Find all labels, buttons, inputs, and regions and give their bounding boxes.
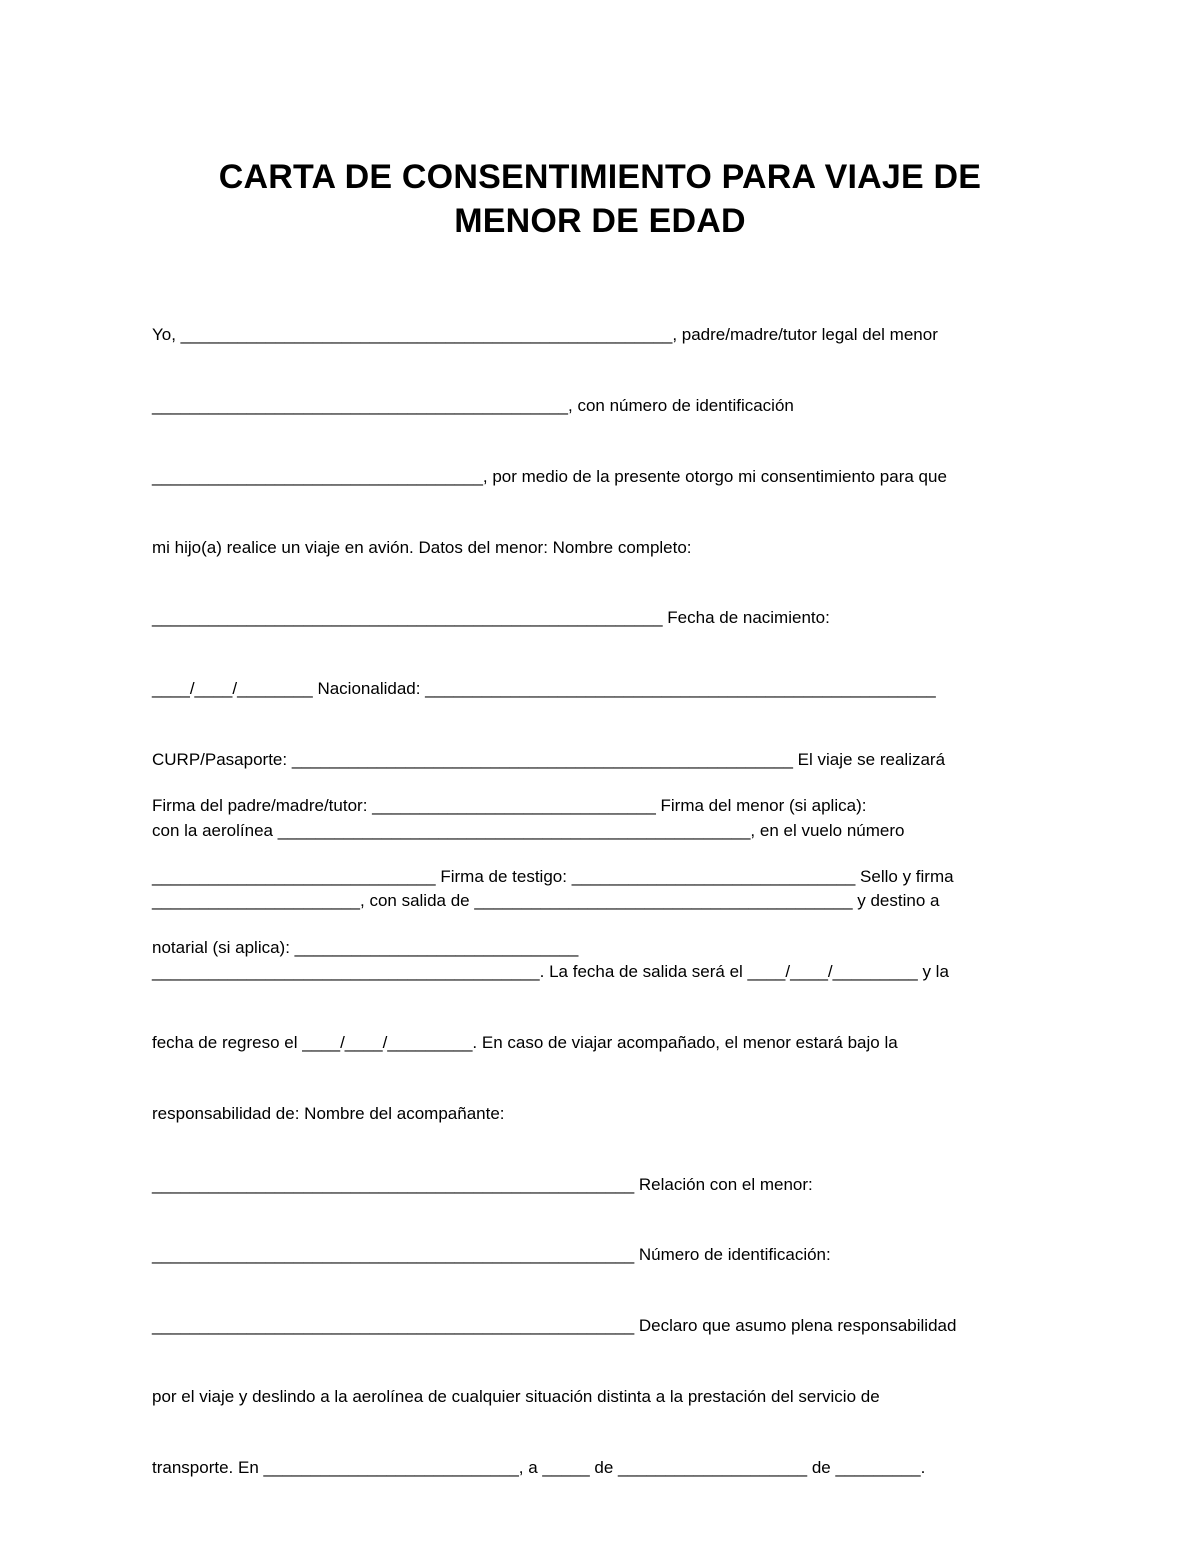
- consent-line: fecha de regreso el ____/____/_________. En caso de viajar acompañado, el menor estará bajo la: [152, 1033, 898, 1052]
- consent-line: ___________________________________________________ Declaro que asumo plena responsabilidad: [152, 1316, 957, 1336]
- consent-line: mi hijo(a) realice un viaje en avión. Datos del menor: Nombre completo:: [152, 537, 692, 557]
- signature-section: [152, 747, 1042, 1007]
- consent-line: con la aerolínea __________________________________________________, en el vuelo número: [152, 820, 905, 840]
- consent-line: ____/____/________ Nacionalidad: ______________________________________________________: [152, 679, 936, 699]
- signature-line: ______________________________ Firma de testigo: ______________________________ Sello y firma: [152, 866, 954, 886]
- consent-line: ___________________________________________________ Número de identificación:: [152, 1245, 831, 1265]
- consent-line: Yo, ____________________________________________________, padre/madre/tutor legal del menor: [152, 325, 938, 345]
- consent-line: ___________________________________, por medio de la presente otorgo mi consentimiento para que: [152, 466, 947, 486]
- title-line-2: MENOR DE EDAD: [454, 202, 746, 240]
- consent-line: responsabilidad de: Nombre del acompañante:: [152, 1103, 505, 1123]
- consent-line: transporte. En ___________________________, a _____ de ____________________ de _________.: [152, 1457, 926, 1477]
- consent-line: CURP/Pasaporte: _____________________________________________________ El viaje se realizará: [152, 749, 946, 769]
- consent-line: _________________________________________. La fecha de salida será el ____/____/_________ y la: [152, 962, 949, 982]
- document-title: [150, 155, 1050, 243]
- consent-line: ___________________________________________________ Relación con el menor:: [152, 1174, 813, 1194]
- signature-line: notarial (si aplica): ______________________________: [152, 937, 579, 957]
- consent-line: ____________________________________________, con número de identificación: [152, 395, 794, 415]
- consent-line: ______________________, con salida de ________________________________________ y destino a: [152, 891, 940, 911]
- consent-line: por el viaje y deslindo a la aerolínea de cualquier situación distinta a la prestación del servicio de: [152, 1386, 880, 1406]
- consent-line: ______________________________________________________ Fecha de nacimiento:: [152, 608, 830, 628]
- title-line-1: CARTA DE CONSENTIMIENTO PARA VIAJE DE: [218, 158, 982, 196]
- signature-line: Firma del padre/madre/tutor: ______________________________ Firma del menor (si aplica):: [152, 796, 867, 816]
